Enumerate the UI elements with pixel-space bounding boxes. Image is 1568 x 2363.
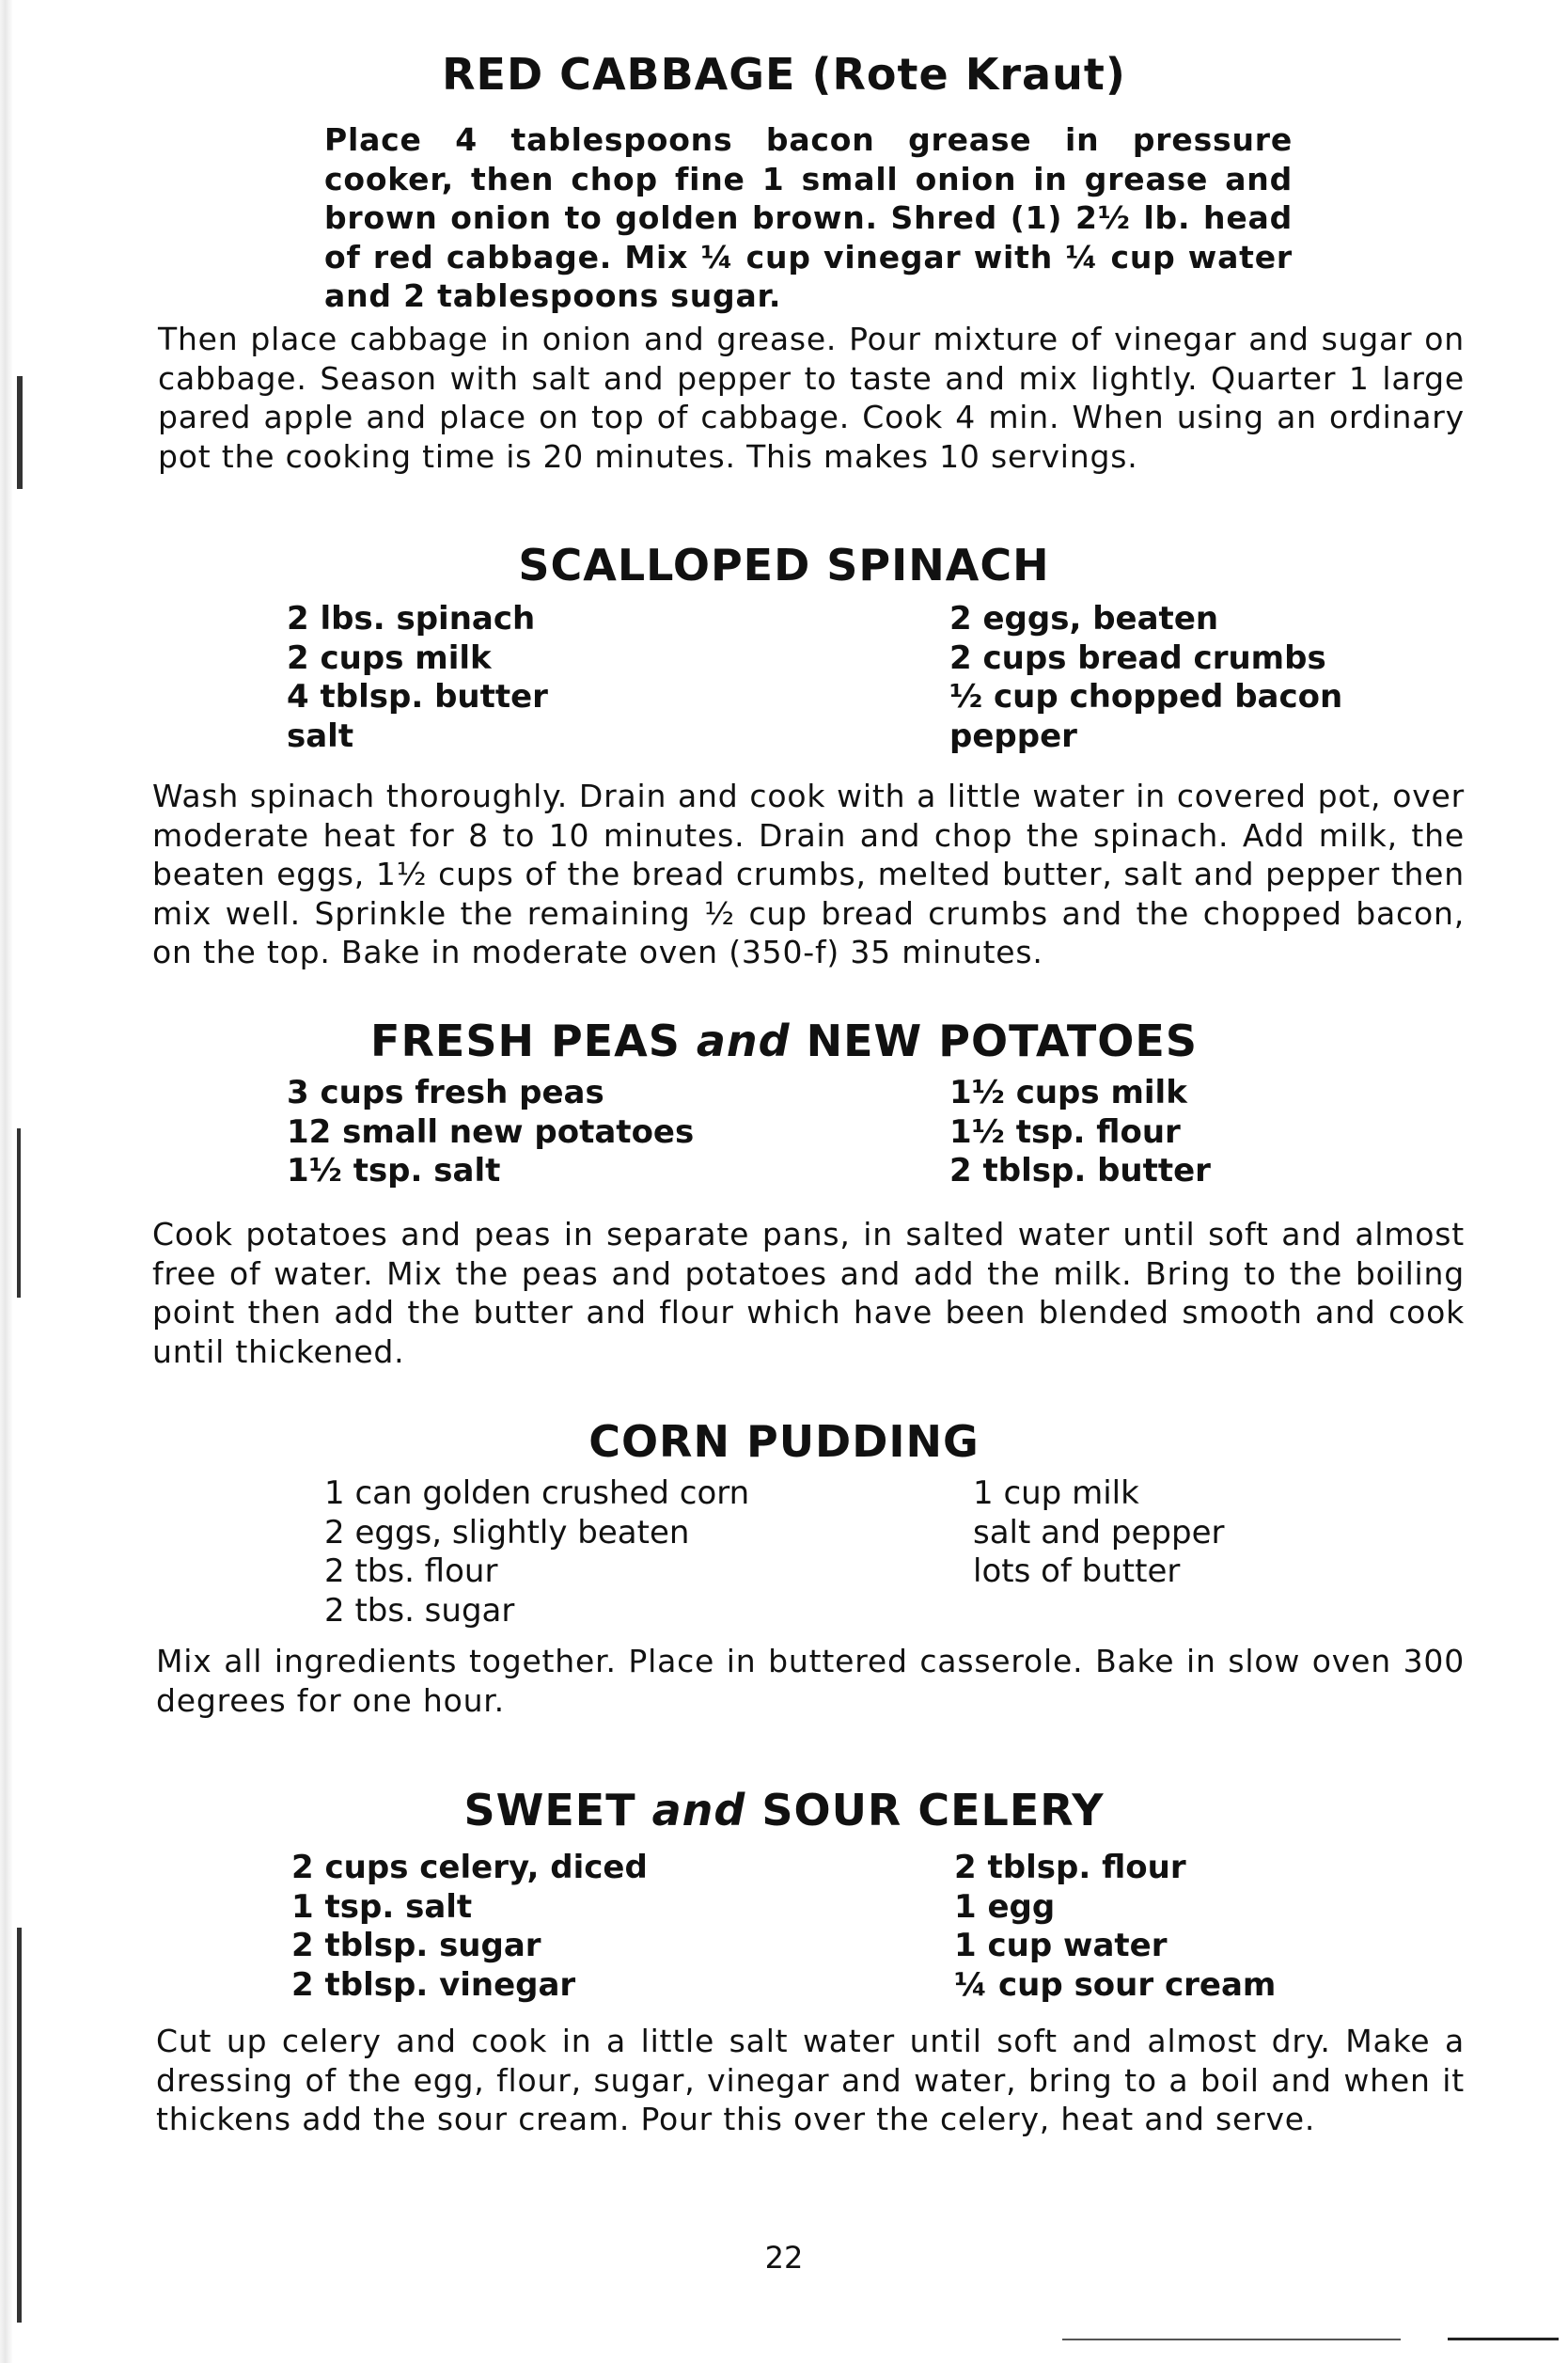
ingredient: 2 cups celery, diced bbox=[291, 1849, 648, 1886]
binding-mark bbox=[17, 1128, 21, 1298]
ingredient: 12 small new potatoes bbox=[287, 1112, 695, 1151]
ingredient: lots of butter bbox=[973, 1552, 1181, 1590]
ingredient: 2 tblsp. flour bbox=[954, 1849, 1186, 1886]
recipe-method: Then place cabbage in onion and grease. Pour mixture of vinegar and sugar on cabbage. Season with salt and pepper to taste and mix lightly. Quarter 1 large pared apple and place on top of cabbage. Cook 4 min. When using an ordinary pot the cooking time is 20 minutes. This makes 10 servings. bbox=[158, 321, 1465, 475]
ingredient-list-left bbox=[287, 600, 548, 756]
ingredient: 2 tbs. sugar bbox=[324, 1591, 515, 1630]
title-conjunction: and bbox=[651, 1785, 746, 1835]
ingredient: salt bbox=[287, 717, 354, 755]
ingredient: 2 cups bread crumbs bbox=[949, 638, 1326, 677]
ingredient: 2 tblsp. vinegar bbox=[291, 1965, 576, 2004]
ingredient: pepper bbox=[949, 717, 1077, 755]
ingredient: 2 eggs, slightly beaten bbox=[324, 1513, 690, 1552]
recipe-title bbox=[0, 1785, 1568, 1835]
ingredient: 1 cup water bbox=[954, 1927, 1168, 1964]
recipe-intro: Place 4 tablespoons bacon grease in pressure cooker, then chop fine 1 small onion in grease and brown onion to golden brown. Shred (1) 2½ lb. head of red cabbage. Mix ¼ cup vinegar with ¼ cup water and 2 tablespoons sugar. bbox=[324, 121, 1293, 314]
ingredient-list-right bbox=[949, 1074, 1211, 1191]
ingredient: 2 cups milk bbox=[287, 638, 492, 677]
ingredient-list-right bbox=[973, 1474, 1224, 1592]
ingredient: 2 tbs. flour bbox=[324, 1552, 498, 1590]
ingredient: 1 can golden crushed corn bbox=[324, 1474, 750, 1512]
title-part: SOUR CELERY bbox=[761, 1785, 1105, 1835]
title-part: NEW POTATOES bbox=[806, 1016, 1198, 1066]
recipe-method: Mix all ingredients together. Place in buttered casserole. Bake in slow oven 300 degrees for one hour. bbox=[156, 1643, 1465, 1719]
ingredient: ½ cup chopped bacon bbox=[949, 678, 1343, 716]
ingredient-list-left bbox=[287, 1074, 694, 1191]
title-part: SWEET bbox=[463, 1785, 636, 1835]
ingredient-list-right bbox=[954, 1849, 1276, 2005]
ingredient: 1 egg bbox=[954, 1887, 1056, 1926]
recipe-title: SCALLOPED SPINACH bbox=[518, 540, 1050, 591]
title-conjunction: and bbox=[696, 1016, 791, 1066]
ingredient: 3 cups fresh peas bbox=[287, 1074, 604, 1111]
ingredient: 2 tblsp. butter bbox=[949, 1152, 1211, 1189]
ingredient: 2 eggs, beaten bbox=[949, 600, 1219, 638]
ingredient-list-left bbox=[324, 1474, 749, 1630]
page-binding-edge bbox=[0, 0, 13, 2363]
ingredient: salt and pepper bbox=[973, 1513, 1225, 1552]
recipe-method: Cook potatoes and peas in separate pans, in salted water until soft and almost free of water. Mix the peas and potatoes and add the milk. Bring to the boiling point then add the butter and flour which have been blended smooth and cook until thickened. bbox=[152, 1216, 1465, 1370]
ingredient: 1 cup milk bbox=[973, 1474, 1139, 1512]
ingredient: 4 tblsp. butter bbox=[287, 678, 548, 716]
binding-mark bbox=[17, 376, 23, 489]
ingredient: ¼ cup sour cream bbox=[954, 1965, 1277, 2004]
recipe-method: Cut up celery and cook in a little salt water until soft and almost dry. Make a dressing of the egg, flour, sugar, vinegar and water, bring to a boil and when it thickens add the sour cream. Pour this over the celery, heat and serve. bbox=[156, 2023, 1465, 2137]
ingredient-list-right bbox=[949, 600, 1342, 756]
scan-artifact-rule bbox=[1448, 2338, 1559, 2340]
ingredient-list-left bbox=[291, 1849, 648, 2005]
recipe-title: CORN PUDDING bbox=[588, 1416, 980, 1467]
title-part: FRESH PEAS bbox=[370, 1016, 681, 1066]
ingredient: 1½ cups milk bbox=[949, 1074, 1187, 1111]
recipe-title bbox=[0, 1016, 1568, 1066]
ingredient: 1½ tsp. salt bbox=[287, 1152, 501, 1189]
ingredient: 2 tblsp. sugar bbox=[291, 1927, 541, 1964]
page-number: 22 bbox=[764, 2240, 804, 2276]
recipe-method: Wash spinach thoroughly. Drain and cook with a little water in covered pot, over moderate heat for 8 to 10 minutes. Drain and chop the spinach. Add milk, the beaten eggs, 1½ cups of the bread crumbs, melted butter, salt and pepper then mix well. Sprinkle the remaining ½ cup bread crumbs and the chopped bacon, on the top. Bake in moderate oven (350-f) 35 minutes. bbox=[152, 778, 1465, 970]
ingredient: 1½ tsp. flour bbox=[949, 1112, 1181, 1151]
recipe-title: RED CABBAGE (Rote Kraut) bbox=[442, 49, 1126, 100]
scan-artifact-rule bbox=[1062, 2339, 1401, 2340]
ingredient: 1 tsp. salt bbox=[291, 1887, 473, 1926]
ingredient: 2 lbs. spinach bbox=[287, 600, 536, 638]
